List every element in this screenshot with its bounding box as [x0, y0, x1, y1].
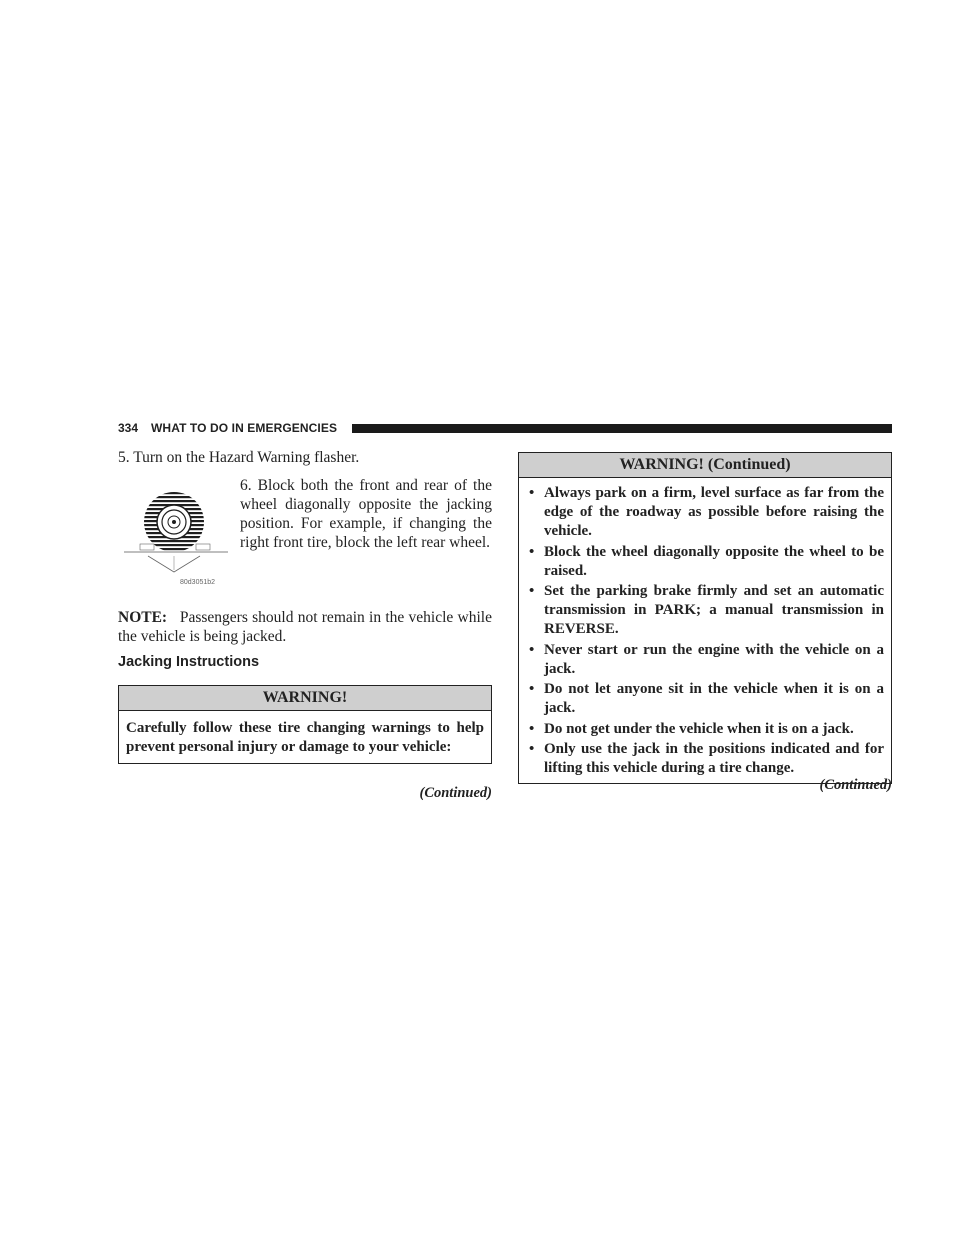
list-item: • Never start or run the engine with the vehicle on a jack.: [529, 641, 884, 677]
step-6: 6. Block both the front and rear of the wheel diagonally opposite the jacking position. For example, if changing the right front tire, block the left rear wheel.: [240, 477, 492, 551]
warning-title: WARNING!: [119, 686, 491, 711]
note-text: Passengers should not remain in the vehicle while the vehicle is being jacked.: [118, 609, 492, 645]
page-header: [118, 420, 892, 436]
warning-text: Carefully follow these tire changing warnings to help prevent personal injury or damage to your vehicle:: [126, 720, 484, 755]
bullet-icon: •: [529, 485, 535, 501]
list-item: • Set the parking brake firmly and set an automatic transmission in PARK; a manual transmission in REVERSE.: [529, 583, 884, 637]
wheel-chock-illustration: [118, 484, 234, 594]
list-item: • Do not get under the vehicle when it is on a jack.: [529, 720, 854, 737]
bullet-icon: •: [529, 720, 535, 737]
list-item: • Block the wheel diagonally opposite the wheel to be raised.: [529, 543, 884, 579]
header-rule: [352, 424, 892, 433]
section-title: WHAT TO DO IN EMERGENCIES: [151, 421, 338, 435]
bullet-icon: •: [529, 681, 535, 697]
note-label: NOTE:: [118, 609, 168, 626]
warning-continued-title: WARNING! (Continued): [519, 453, 891, 478]
page-number: 334: [118, 421, 139, 435]
continued-label-right: (Continued): [819, 777, 892, 793]
list-item: • Do not let anyone sit in the vehicle when it is on a jack.: [529, 681, 884, 716]
bullet-icon: •: [529, 543, 535, 560]
list-item: • Only use the jack in the positions indicated and for lifting this vehicle during a tire change.: [529, 741, 884, 776]
jacking-instructions-heading: Jacking Instructions: [118, 654, 260, 670]
step-5: 5. Turn on the Hazard Warning flasher.: [118, 449, 360, 466]
warning-bullet-list: [519, 478, 891, 783]
list-item: • Always park on a firm, level surface as far from the edge of the roadway as possible before raising the vehicle.: [529, 485, 884, 539]
warning-box: [118, 685, 492, 764]
wheel-block-figure: [118, 484, 234, 594]
continued-label-left: (Continued): [419, 785, 492, 801]
bullet-icon: •: [529, 641, 535, 658]
note-paragraph: [118, 608, 492, 646]
figure-code: 80d3051b2: [180, 579, 216, 586]
warning-continued-box: [518, 452, 892, 784]
bullet-icon: •: [529, 741, 535, 757]
bullet-icon: •: [529, 583, 535, 599]
